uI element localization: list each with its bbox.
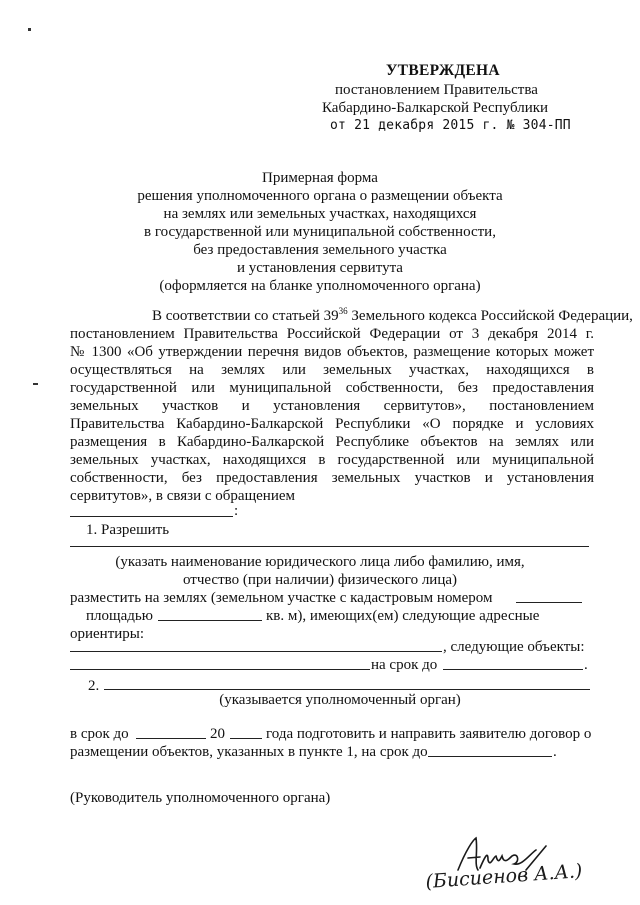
entity-note-line-1: (указать наименование юридического лица либо фамилию, имя, [115,554,525,570]
preamble-line: собственности, без предоставления земельных участков и установления [70,470,594,486]
preamble-line: Правительства Кабардино-Балкарской Республики «О порядке и условиях [70,416,594,432]
approval-title: УТВЕРЖДЕНА [386,62,500,79]
area-label: площадью [86,608,153,624]
form-title-line: решения уполномоченного органа о размещении объекта [137,188,503,204]
authority-head-label: (Руководитель уполномоченного органа) [70,790,331,806]
approval-republic-line: Кабардино-Балкарской Республики [322,100,549,116]
deadline-text: года подготовить и направить заявителю договор о [266,726,592,742]
cadastral-number-blank [516,602,582,603]
item-1-label: 1. Разрешить [86,522,170,538]
preamble-line-1 [111,306,633,325]
term-label: на срок до [371,657,438,673]
preamble-line: государственной или муниципальной собственности, без предоставления [70,380,594,396]
entity-note-line-2: отчество (при наличии) физического лица) [182,572,458,588]
form-title-line: в государственной или муниципальной собственности, [144,224,496,240]
area-blank [158,620,262,621]
deadline-year: 20 [210,726,225,742]
form-title-line: без предоставления земельного участка [193,242,447,258]
form-title-line: на землях или земельных участках, находящихся [163,206,477,222]
entity-name-blank [70,546,589,547]
preamble-line: № 1300 «Об утверждении перечня видов объектов, размещение которых может [70,344,594,360]
article-superscript: 36 [338,306,348,316]
preamble-line: земельных участках, находящихся в государственной или муниципальной [70,452,594,468]
term-end: . [584,657,588,673]
deadline-prefix: в срок до [70,726,129,742]
contract-term-text: размещении объектов, указанных в пункте 1, на срок до [70,744,428,760]
approval-date-line: от 21 декабря 2015 г. № 304-ПП [330,118,571,133]
item-2-label: 2. [88,678,100,694]
deadline-year-blank [230,738,262,739]
area-unit-text: кв. м), имеющих(ем) следующие адресные [266,608,540,624]
preamble-line: осуществляться на землях или земельных участках, находящихся в [70,362,594,378]
objects-label: , следующие объекты: [443,639,585,655]
contract-term-end: . [553,744,557,760]
form-title-line: и установления сервитута [237,260,403,276]
objects-blank [70,669,370,670]
handwritten-name: (Бисиенов А.А.) [424,860,584,893]
form-title-note: (оформляется на бланке уполномоченного органа) [159,278,481,294]
preamble-line: земельных участков и установления сервитутов», постановлением [70,398,594,414]
margin-mark [28,28,31,31]
deadline-date-blank [136,738,206,739]
form-title-line: Примерная форма [262,170,378,186]
term-blank [443,669,583,670]
applicant-colon: : [234,503,239,519]
handwritten-signature [418,830,593,900]
approval-decree-line: постановлением Правительства [335,82,538,98]
applicant-blank [70,516,233,517]
contract-term-blank [428,756,552,757]
address-blank [70,651,442,652]
preamble-text: В соответствии со статьей 39 [152,308,339,324]
preamble-line: постановлением Правительства Российской Федерации от 3 декабря 2014 г. [70,326,594,342]
preamble-text: Земельного кодекса Российской Федерации, [347,308,633,324]
landmarks-label: ориентиры: [70,626,145,642]
place-line: разместить на землях (земельном участке с кадастровым номером [70,590,493,606]
preamble-line: размещения в Кабардино-Балкарской Республике объектов на землях или [70,434,594,450]
authority-blank [104,689,590,690]
margin-mark [33,383,38,385]
preamble-last-line: сервитутов», в связи с обращением [70,488,295,504]
authority-note: (указывается уполномоченный орган) [219,692,461,708]
